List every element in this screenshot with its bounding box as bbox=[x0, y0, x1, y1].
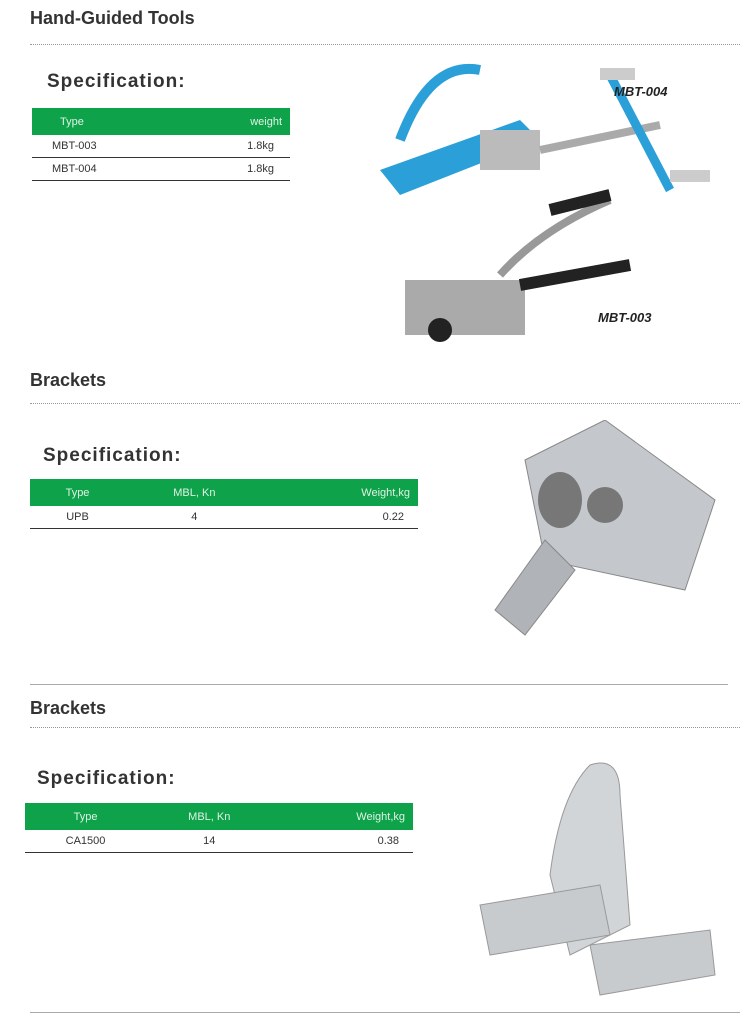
image-label: MBT-003 bbox=[598, 310, 652, 325]
col-header: weight bbox=[184, 108, 290, 135]
col-header: Weight,kg bbox=[264, 479, 418, 506]
section-title: Brackets bbox=[30, 370, 107, 390]
cell: 0.22 bbox=[264, 506, 418, 529]
spec-title: Specification: bbox=[47, 71, 186, 92]
divider bbox=[30, 727, 740, 728]
col-header: Weight,kg bbox=[272, 803, 413, 830]
col-header: MBL, Kn bbox=[125, 479, 264, 506]
cell: UPB bbox=[30, 506, 125, 529]
cell: MBT-004 bbox=[32, 158, 184, 181]
cell: MBT-003 bbox=[32, 135, 184, 158]
image-label: MBT-004 bbox=[614, 84, 668, 99]
upb-bracket-image bbox=[485, 420, 720, 640]
cell: 1.8kg bbox=[184, 158, 290, 181]
table-row bbox=[32, 158, 290, 181]
cell: 14 bbox=[146, 830, 272, 853]
section-title: Hand-Guided Tools bbox=[30, 8, 195, 28]
spec-title: Specification: bbox=[43, 445, 182, 466]
ca1500-bracket-image bbox=[470, 755, 720, 1005]
cell: 1.8kg bbox=[184, 135, 290, 158]
tool-images bbox=[370, 60, 730, 350]
cell: CA1500 bbox=[25, 830, 146, 853]
spec-table bbox=[30, 479, 418, 529]
divider bbox=[30, 44, 740, 45]
divider bbox=[30, 1012, 740, 1013]
spec-table bbox=[32, 108, 290, 181]
divider bbox=[30, 403, 740, 404]
spec-table bbox=[25, 803, 413, 853]
cell: 0.38 bbox=[272, 830, 413, 853]
table-row bbox=[32, 135, 290, 158]
spec-title: Specification: bbox=[37, 768, 176, 789]
divider bbox=[30, 684, 728, 685]
table-row bbox=[30, 506, 418, 529]
col-header: Type bbox=[32, 108, 184, 135]
table-row bbox=[25, 830, 413, 853]
col-header: Type bbox=[25, 803, 146, 830]
col-header: Type bbox=[30, 479, 125, 506]
col-header: MBL, Kn bbox=[146, 803, 272, 830]
mbt-003-image bbox=[405, 195, 630, 342]
cell: 4 bbox=[125, 506, 264, 529]
section-title: Brackets bbox=[30, 698, 107, 718]
